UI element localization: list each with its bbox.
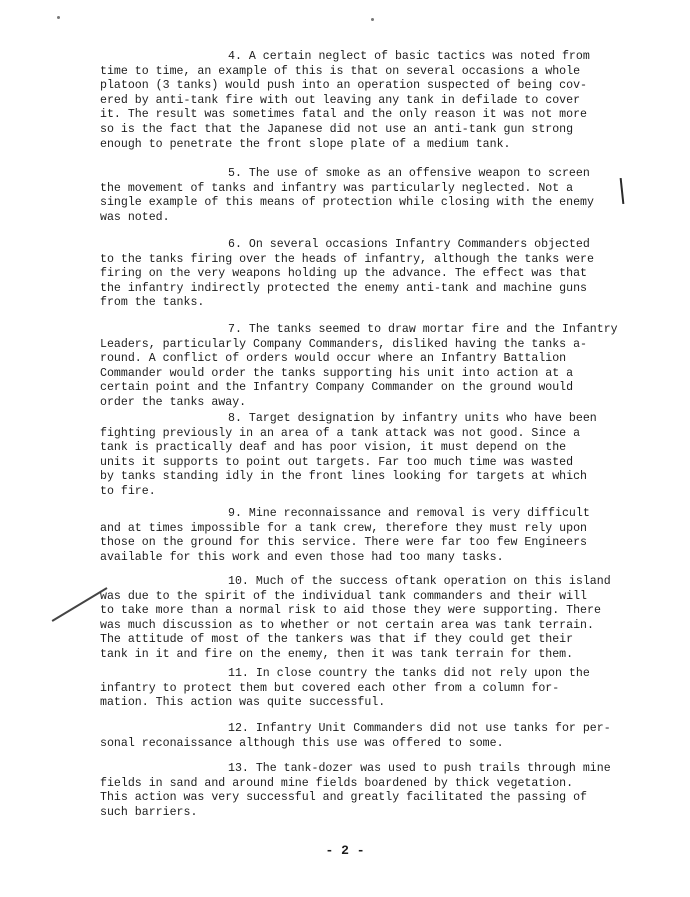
paragraph-12: 12. Infantry Unit Commanders did not use tanks for per- sonal reconaissance although this use was offered to some. <box>100 722 611 750</box>
paragraph-11: 11. In close country the tanks did not rely upon the infantry to protect them but covered each other from a column for- mation. This action was quite successful. <box>100 667 590 710</box>
paper-speck <box>371 18 374 21</box>
paragraph-10: 10. Much of the success oftank operation on this island was due to the spirit of the individual tank commanders and their will to take more than a normal risk to aid those they were supporting. There was much discussion as to whether or not certain area was tank terrain. The attitude of most of the tankers was that if they could get their tank in it and fire on the enemy, then it was tank terrain for them. <box>100 575 611 661</box>
paragraph-13: 13. The tank-dozer was used to push trails through mine fields in sand and around mine fields boardened by thick vegetation. This action was very successful and greatly facilitated the passing of such barriers. <box>100 762 611 819</box>
paragraph-7: 7. The tanks seemed to draw mortar fire and the Infantry Leaders, particularly Company Commanders, disliked having the tanks a- round. A conflict of orders would occur where an Infantry Battalion Commander would order the tanks supporting his unit into action at a certain point and the Infantry Company Commander on the ground would order the tanks away. <box>100 323 618 409</box>
paragraph-8: 8. Target designation by infantry units who have been fighting previously in an area of a tank attack was not good. Since a tank is practically deaf and has poor vision, it must depend on the units it supports to point out targets. Far too much time was wasted by tanks standing idly in the front lines looking for targets at which to fire. <box>100 412 597 498</box>
page-number: - 2 - <box>325 843 365 858</box>
paragraph-9: 9. Mine reconnaissance and removal is very difficult and at times impossible for a tank crew, therefore they must rely upon those on the ground for this service. There were far too few Engineers available for this work and even those had too many tasks. <box>100 507 590 564</box>
paragraph-6: 6. On several occasions Infantry Commanders objected to the tanks firing over the heads of infantry, although the tanks were firing on the very weapons holding up the advance. The effect was that the infantry indirectly protected the enemy anti-tank and machine guns from the tanks. <box>100 238 594 310</box>
margin-pencil-line <box>52 587 108 621</box>
paper-speck <box>57 16 60 19</box>
paragraph-5: 5. The use of smoke as an offensive weapon to screen the movement of tanks and infantry was particularly neglected. Not a single example of this means of protection while closing with the enemy was noted. <box>100 167 594 224</box>
paragraph-4: 4. A certain neglect of basic tactics was noted from time to time, an example of this is that on several occasions a whole platoon (3 tanks) would push into an operation suspected of being cov- ered by anti-tank fire with out leaving any tank in defilade to cover it. The result was sometimes fatal and the only reason it was not more so is the fact that the Japanese did not use an anti-tank gun strong enough to penetrate the front slope plate of a medium tank. <box>100 50 590 151</box>
